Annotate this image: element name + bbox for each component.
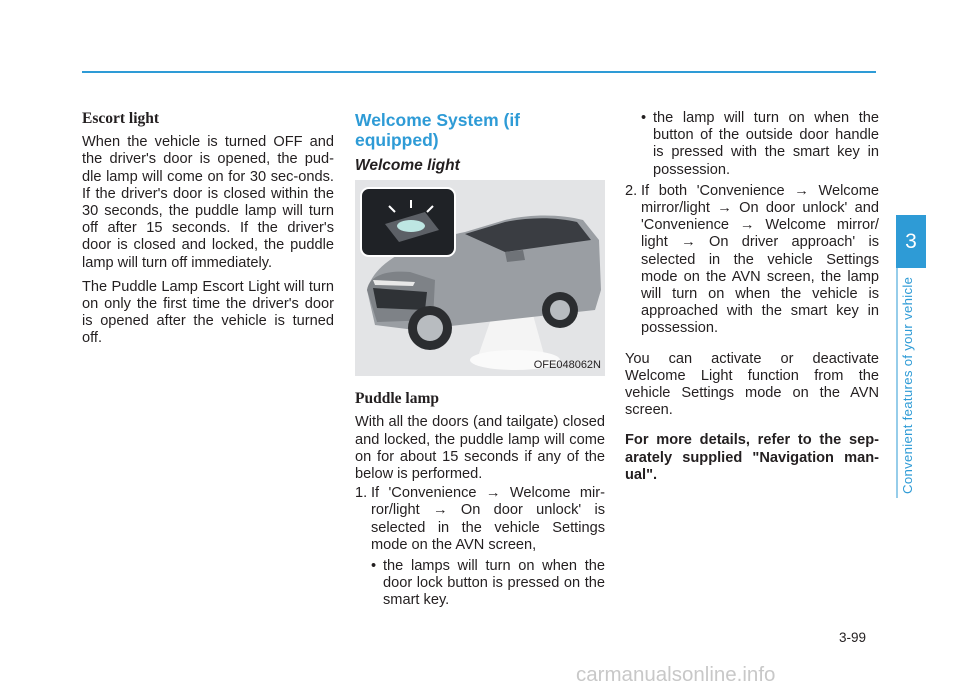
activate-paragraph: You can activate or deactivate Welcome Light function from the vehicle Settings mode on the AVN screen. bbox=[625, 350, 879, 419]
numbered-item-2 bbox=[625, 183, 879, 338]
chapter-number: 3 bbox=[905, 229, 917, 253]
escort-light-heading: Escort light bbox=[82, 110, 160, 127]
figure-code: OFE048062N bbox=[533, 359, 601, 371]
puddle-lamp-intro: With all the doors (and tailgate) closed and locked, the puddle lamp will come on for about 15 seconds if any of the below is performed. bbox=[355, 414, 605, 483]
chapter-label: Convenient features of your vehicle bbox=[900, 276, 915, 494]
car-illustration bbox=[355, 180, 605, 376]
chapter-tab bbox=[896, 215, 926, 268]
page-number: 3-99 bbox=[839, 630, 867, 645]
watermark: carmanualsonline.info bbox=[576, 663, 776, 686]
item-1-text: If 'Convenience → Welcome mir-ror/light → On door unlock' is selected in the vehicle Settings mode on the AVN screen, bbox=[371, 485, 605, 553]
item-1-number: 1. bbox=[355, 485, 368, 502]
puddle-lamp-figure bbox=[355, 180, 605, 376]
middle-column bbox=[355, 110, 605, 610]
details-note: For more details, refer to the sep-arately supplied "Navigation man-ual". bbox=[625, 432, 879, 483]
right-column bbox=[625, 110, 879, 484]
numbered-item-1 bbox=[355, 485, 605, 554]
bullet-item-2 bbox=[625, 110, 879, 179]
item-2-number: 2. bbox=[625, 182, 638, 199]
bullet-1-text: the lamps will turn on when the door lock button is pressed on the smart key. bbox=[383, 558, 605, 609]
puddle-lamp-heading: Puddle lamp bbox=[355, 390, 439, 408]
left-column bbox=[82, 110, 334, 348]
welcome-light-subtitle: Welcome light bbox=[355, 157, 460, 174]
bullet-icon: • bbox=[641, 110, 647, 126]
bullet-icon: • bbox=[371, 558, 377, 575]
welcome-system-title: Welcome System (if equipped) bbox=[355, 110, 521, 150]
item-2-text: If both 'Convenience → Welcome mirror/light → On door unlock' and 'Convenience → Welcome mirror/ light → On driver approach' is selected in the vehicle Settings mode on the AVN screen, the lamp will turn on when the vehicle is approached with the smart key in possession. bbox=[641, 182, 879, 337]
bullet-item-1 bbox=[355, 558, 605, 610]
top-rule bbox=[82, 71, 876, 73]
escort-light-paragraph-2: The Puddle Lamp Escort Light will turn on only the first time the driver's door is opened after the vehicle is turned off. bbox=[82, 278, 334, 347]
bullet-2-text: the lamp will turn on when the button of the outside door handle is pressed with the smart key in possession. bbox=[653, 110, 879, 178]
escort-light-paragraph-1: When the vehicle is turned OFF and the driver's door is opened, the pud-dle lamp will come on for 30 sec-onds. If the driver's door is closed within the 30 seconds, the puddle lamp will turn off after 15 seconds. If the driver's door is closed and locked, the puddle lamp will turn off immediately. bbox=[82, 134, 334, 271]
